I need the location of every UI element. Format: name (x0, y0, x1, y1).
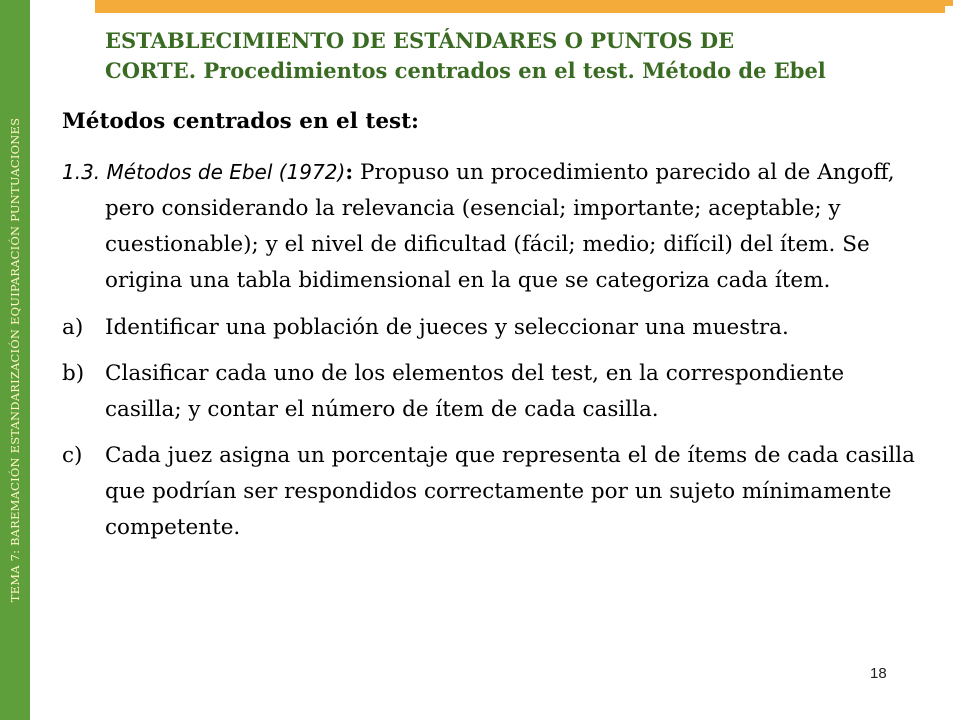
list-item-text: Cada juez asigna un porcentaje que representa el de ítems de cada casilla que podrían ser respondidos correctamente por un sujeto mínimamente competente. (105, 443, 915, 540)
ebel-method-paragraph (62, 154, 922, 299)
page-number: 18 (870, 665, 887, 682)
list-item-text: Clasificar cada uno de los elementos del test, en la correspondiente casilla; y contar el número de ítem de cada casilla. (105, 361, 845, 422)
slide-body (62, 104, 922, 556)
ebel-method-label: 1.3. Métodos de Ebel (1972) (62, 160, 346, 184)
slide-title-line-1: ESTABLECIMIENTO DE ESTÁNDARES O PUNTOS DE (105, 28, 735, 53)
list-item (62, 438, 922, 546)
section-heading: Métodos centrados en el test: (62, 109, 419, 134)
top-accent-bar (95, 0, 945, 13)
list-item-text: Identificar una población de jueces y seleccionar una muestra. (105, 315, 789, 340)
list-marker: c) (62, 443, 83, 468)
slide-title (105, 26, 925, 86)
slide-title-line-2: CORTE. Procedimientos centrados en el test. Método de Ebel (105, 58, 826, 83)
sidebar-topic-label: TEMA 7: BAREMACIÓN ESTANDARIZACIÓN EQUIPARACIÓN PUNTUACIONES (8, 117, 22, 603)
list-item (62, 356, 922, 428)
list-marker: a) (62, 315, 84, 340)
sidebar-band (0, 0, 30, 720)
list-marker: b) (62, 361, 85, 386)
ebel-method-separator: : (345, 160, 354, 185)
ebel-method-description: Propuso un procedimiento parecido al de Angoff, pero considerando la relevancia (esencial; importante; aceptable; y cuestionable); y el nivel de dificultad (fácil; medio; difícil) del ítem. Se origina una tabla bidimensional en la que se categoriza cada ítem. (105, 160, 895, 293)
list-item (62, 310, 922, 346)
top-corner-accent (945, 0, 953, 6)
